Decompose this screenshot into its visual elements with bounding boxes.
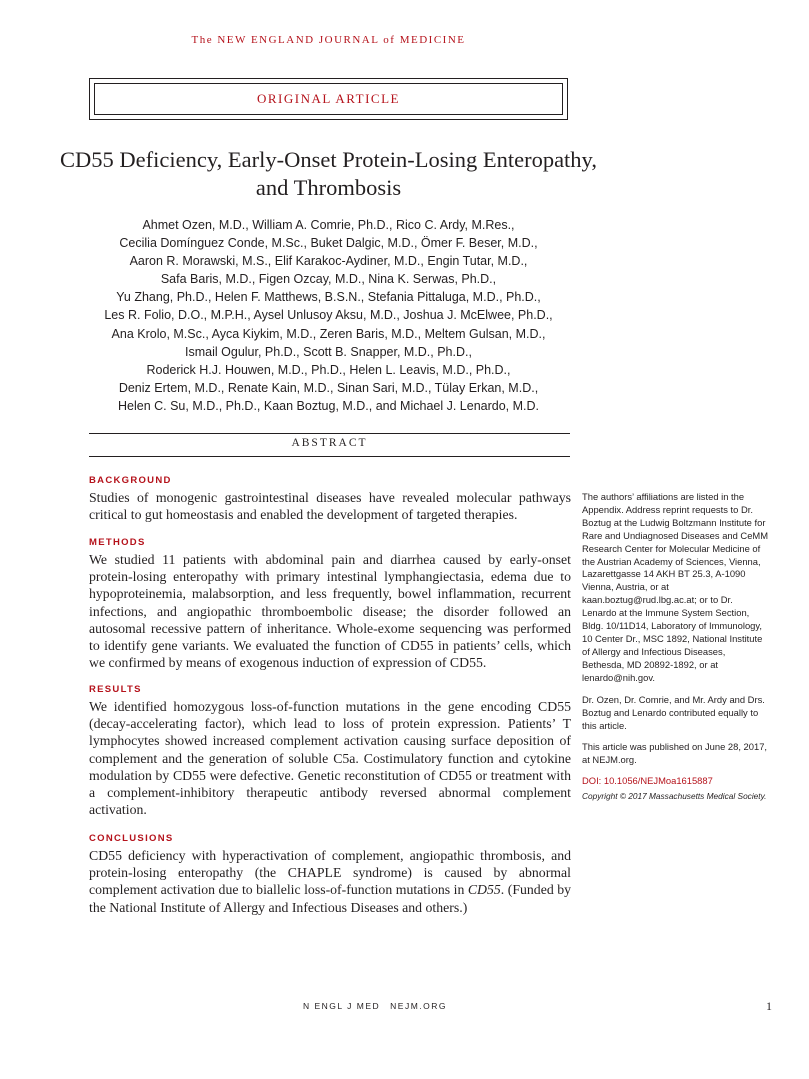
author-line: Cecilia Domínguez Conde, M.Sc., Buket Dalgic, M.D., Ömer F. Beser, M.D., [119, 236, 538, 251]
article-type-box [89, 78, 568, 120]
conclusions-text-part: . (Funded by the National Institute of Allergy and Infectious Diseases and others.) [89, 882, 571, 915]
copyright-note: Copyright © 2017 Massachusetts Medical Society. [582, 791, 767, 801]
page-footer [0, 1001, 750, 1011]
background-text: Studies of monogenic gastrointestinal diseases have revealed molecular pathways critical to gut homeostasis and enabled the development of targeted therapies. [89, 490, 571, 523]
doi-link[interactable]: DOI: 10.1056/NEJMoa1615887 [582, 775, 713, 786]
abstract-heading: ABSTRACT [291, 437, 368, 449]
contribution-note: Dr. Ozen, Dr. Comrie, and Mr. Ardy and Drs. Boztug and Lenardo contributed equally to this article. [582, 694, 765, 731]
abstract-top-rule [89, 433, 570, 434]
article-type-label: ORIGINAL ARTICLE [94, 83, 563, 115]
conclusions-gene-name: CD55 [467, 882, 501, 898]
results-text: We identified homozygous loss-of-function mutations in the gene encoding CD55 (decay-accelerating factor), which lead to loss of protein expression. Patients’ T lymphocytes showed increased complement activation causing surface deposition of complement and the generation of soluble C5a. Costimulatory function and cytokine modulation by CD55 were defective. Genetic reconstitution of CD55 or treatment with a complement-inhibitory therapeutic antibody reversed abnormal complement activation. [89, 699, 571, 818]
conclusions-text-part: CD55 deficiency with hyperactivation of complement, angiopathic thrombosis, and protein-losing enteropathy (the CHAPLE syndrome) is caused by abnormal complement activation due to biallelic loss-of-function mutations in [89, 848, 571, 898]
author-line: Ismail Ogulur, Ph.D., Scott B. Snapper, M.D., Ph.D., [185, 344, 472, 359]
author-line: Ahmet Ozen, M.D., William A. Comrie, Ph.D., Rico C. Ardy, M.Res., [142, 218, 515, 232]
methods-text: We studied 11 patients with abdominal pain and diarrhea caused by early-onset protein-losing enteropathy with primary intestinal lymphangiectasia, edema due to hypoproteinemia, malabsorption, and less frequently, bowel inflammation, recurrent infections, and angiopathic thromboembolic disease; the disorder followed an autosomal recessive pattern of inheritance. Whole-exome sequencing was performed to identify gene variants. We evaluated the function of CD55 in patients’ cells, which we confirmed by means of exogenous induction of expression of CD55. [89, 552, 571, 671]
background-label: BACKGROUND [89, 475, 172, 486]
footer-website[interactable]: NEJM.ORG [390, 1001, 448, 1011]
conclusions-text [89, 847, 571, 916]
author-line: Roderick H.J. Houwen, M.D., Ph.D., Helen L. Leavis, M.D., Ph.D., [146, 362, 511, 377]
author-line: Helen C. Su, M.D., Ph.D., Kaan Boztug, M.D., and Michael J. Lenardo, M.D. [117, 398, 539, 413]
abstract-bottom-rule [89, 456, 570, 457]
results-label: RESULTS [89, 684, 142, 695]
footer-journal-abbrev: N ENGL J MED [302, 1001, 381, 1011]
author-list [60, 216, 597, 415]
author-line: Les R. Folio, D.O., M.P.H., Aysel Unlusoy Aksu, M.D., Joshua J. McElwee, Ph.D., [104, 308, 553, 323]
author-line: Deniz Ertem, M.D., Renate Kain, M.D., Sinan Sari, M.D., Tülay Erkan, M.D., [118, 380, 539, 395]
journal-header: The NEW ENGLAND JOURNAL of MEDICINE [191, 34, 466, 46]
author-line: Yu Zhang, Ph.D., Helen F. Matthews, B.S.N., Stefania Pittaluga, M.D., Ph.D., [116, 290, 541, 305]
author-line: Safa Baris, M.D., Figen Ozcay, M.D., Nina K. Serwas, Ph.D., [160, 272, 497, 287]
article-title [60, 146, 597, 202]
methods-label: METHODS [89, 537, 146, 548]
author-affiliations-note: The authors’ affiliations are listed in the Appendix. Address reprint requests to Dr. Boztug at the Ludwig Boltzmann Institute for Rare and Undiagnosed Diseases and CeMM Research Center for Molecular Medicine of the Austrian Academy of Sciences, Vienna, Lazarettgasse 14 AKH BT 25.3, A-1090 Vienna, Austria, or at kaan.boztug@rud.lbg.ac.at; or to Dr. Lenardo at the Immune System Section, Bldg. 10/11D14, Laboratory of Immunology, 10 Center Dr., MSC 1892, National Institute of Allergy and Infectious Diseases, Bethesda, MD 20892-1892, or at lenardo@nih.gov. [582, 491, 769, 683]
conclusions-label: CONCLUSIONS [89, 833, 174, 844]
page-number: 1 [766, 999, 772, 1013]
author-line: Ana Krolo, M.Sc., Ayca Kiykim, M.D., Zeren Baris, M.D., Meltem Gulsan, M.D., [111, 326, 546, 341]
author-line: Aaron R. Morawski, M.S., Elif Karakoc-Aydiner, M.D., Engin Tutar, M.D., [129, 254, 528, 269]
article-title-text: CD55 Deficiency, Early-Onset Protein-Losing Enteropathy, and Thrombosis [60, 147, 597, 200]
publication-note: This article was published on June 28, 2017, at NEJM.org. [582, 741, 768, 765]
